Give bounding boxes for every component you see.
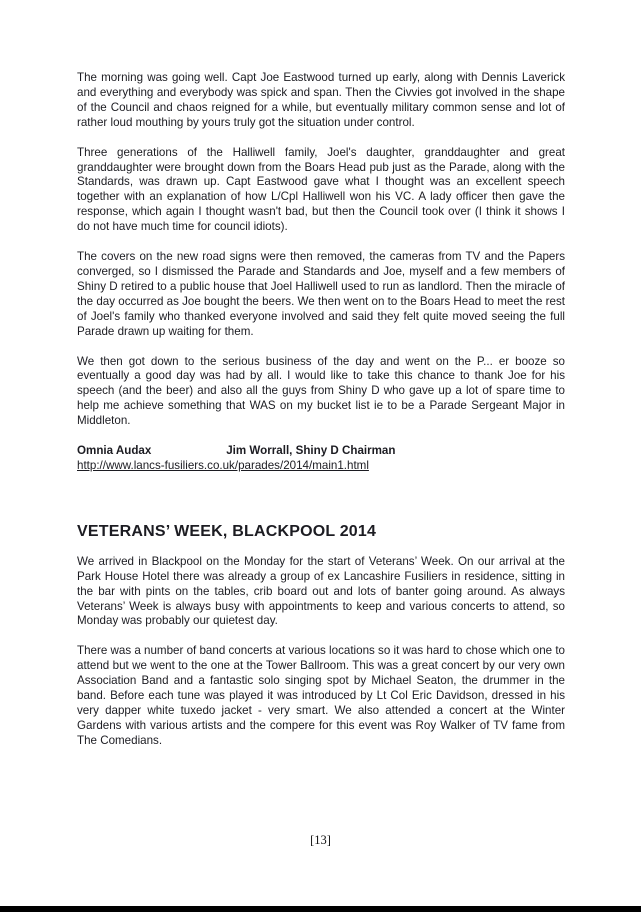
window-bottom-edge: [0, 906, 641, 912]
content-area: [77, 71, 565, 764]
page-number: [13]: [310, 833, 331, 847]
signature-line: [77, 444, 565, 459]
link-line: [77, 459, 565, 474]
paragraph-halliwell-family: Three generations of the Halliwell family, Joel's daughter, granddaughter and great granddaughter were brought down from the Boars Head pub just as the Parade, along with the Standards, was drawn up. Capt Eastwood gave what I thought was an excellent speech together with an explanation of how L/Cpl Halliwell won his VC. A lady officer then gave the response, which again I thought wasn't bad, but then the Council took over (I think it shows I do not have much time for council idiots).: [77, 145, 565, 234]
parades-hyperlink[interactable]: http://www.lancs-fusiliers.co.uk/parades/2014/main1.html: [77, 458, 369, 472]
paragraph-morning: The morning was going well. Capt Joe Eastwood turned up early, along with Dennis Laverick and everything and everybody was spick and span. Then the Civvies got involved in the shape of the Council and chaos reigned for a while, but eventually military common sense and lot of rather loud mouthing by yours truly got the situation under control.: [77, 71, 565, 129]
paragraph-road-signs: The covers on the new road signs were then removed, the cameras from TV and the Papers converged, so I dismissed the Parade and Standards and Joe, myself and a few members of Shiny D retired to a public house that Joel Halliwell used to run as landlord. Then the miracle of the day occurred as Joe bought the beers. We then went on to the Boars Head to meet the rest of Joel's family who thanked everyone involved and said they felt quite moved seeing the full Parade drawn up waiting for them.: [77, 250, 565, 338]
signature-motto: Omnia Audax: [77, 444, 152, 458]
signature-author: Jim Worrall, Shiny D Chairman: [226, 444, 396, 458]
paragraph-serious-business: We then got down to the serious business of the day and went on the P... er booze so eventually a good day was had by all. I would like to take this chance to thank Joe for his speech (and the beer) and also all the guys from Shiny D who gave up a lot of spare time to help me achieve something that WAS on my bucket list ie to be a Parade Sergeant Major in Middleton.: [77, 354, 565, 428]
section-heading-veterans-week: VETERANS’ WEEK, BLACKPOOL 2014: [77, 522, 377, 540]
paragraph-arrival-blackpool: We arrived in Blackpool on the Monday for the start of Veterans’ Week. On our arrival at the Park House Hotel there was already a group of ex Lancashire Fusiliers in residence, sitting in the bar with pints on the tables, crib board out and lots of banter going around. As always Veterans’ Week is always busy with appointments to keep and various concerts to attend, so Monday was probably our quietest day.: [77, 554, 565, 628]
paragraph-band-concerts: There was a number of band concerts at various locations so it was hard to chose which one to attend but we went to the one at the Tower Ballroom. This was a great concert by our very own Association Band and a fantastic solo singing spot by Michael Seaton, the drummer in the band. Before each tune was played it was introduced by Lt Col Eric Davidson, dressed in his very dapper white tuxedo jacket - very smart. We also attended a concert at the Winter Gardens with various artists and the compere for this event was Roy Walker of TV fame from The Comedians.: [77, 644, 565, 747]
